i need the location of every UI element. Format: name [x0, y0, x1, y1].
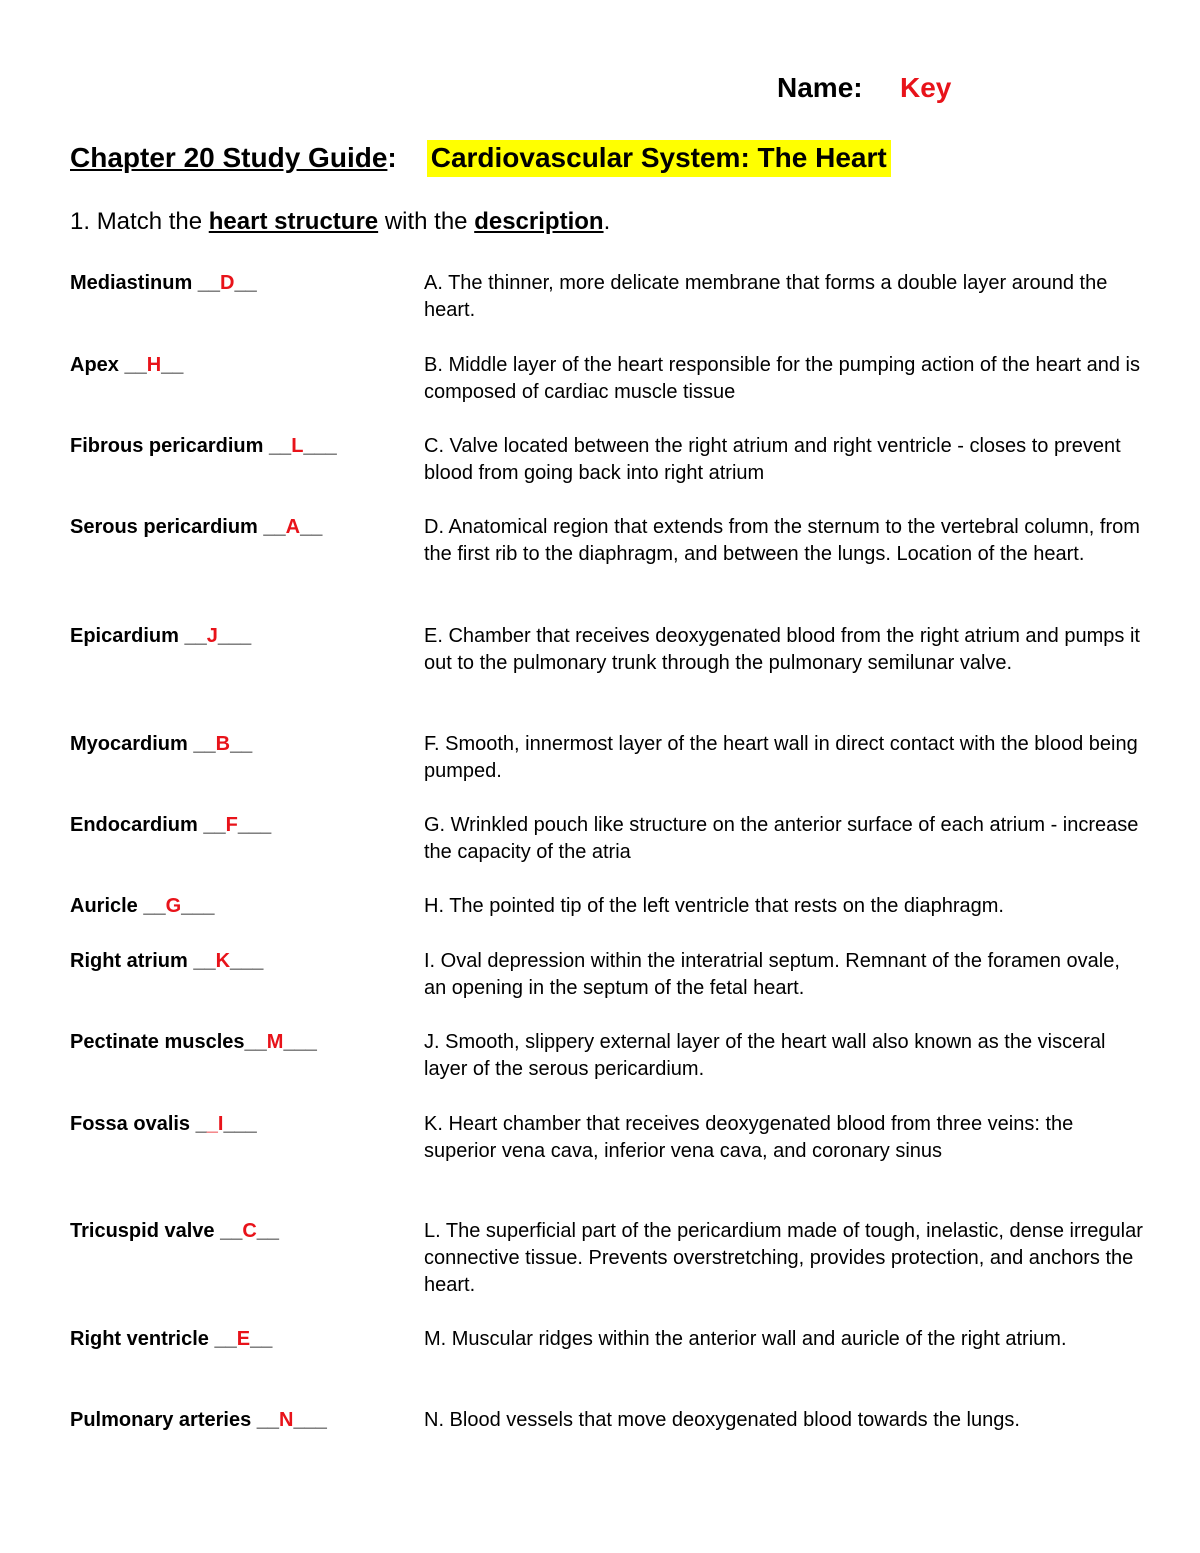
- term: [70, 270, 257, 297]
- blank-pre: __: [203, 814, 226, 836]
- answer-letter: _I: [206, 1113, 224, 1135]
- blank-post: ___: [283, 1031, 317, 1053]
- term-label: Apex: [70, 354, 125, 376]
- term-label: Epicardium: [70, 625, 185, 647]
- term: [70, 623, 251, 650]
- name-label: Name:: [777, 72, 863, 103]
- description: J. Smooth, slippery external layer of the heart wall also known as the visceral layer of the serous pericardium.: [424, 1031, 1106, 1080]
- instruction: [70, 208, 610, 236]
- blank-pre: __: [268, 435, 292, 457]
- term: [70, 1218, 279, 1245]
- description: N. Blood vessels that move deoxygenated blood towards the lungs.: [424, 1409, 1020, 1431]
- blank-post: ___: [237, 814, 272, 836]
- blank-pre: __: [214, 1328, 237, 1350]
- term-label: Pectinate muscles: [70, 1031, 245, 1053]
- instruction-number: 1.: [70, 208, 91, 235]
- blank-post: ___: [217, 625, 252, 647]
- term-label: Fibrous pericardium: [70, 435, 269, 457]
- term: [70, 433, 337, 460]
- blank-post: ___: [303, 435, 337, 457]
- description: A. The thinner, more delicate membrane that forms a double layer around the heart.: [424, 272, 1108, 321]
- description: E. Chamber that receives deoxygenated blood from the right atrium and pumps it out to the pulmonary trunk through the pulmonary semilunar valve.: [424, 625, 1140, 674]
- blank-pre: __: [143, 895, 166, 917]
- term-label: Pulmonary arteries: [70, 1409, 257, 1431]
- answer-letter: M: [266, 1031, 284, 1053]
- blank-post: ___: [223, 1113, 257, 1135]
- answer-letter: C: [242, 1220, 257, 1242]
- answer-letter: H: [146, 354, 162, 376]
- blank-post: __: [300, 516, 323, 538]
- blank-pre: __: [256, 1409, 279, 1431]
- blank-pre: __: [193, 733, 216, 755]
- blank-pre: _: [195, 1113, 207, 1135]
- term-label: Endocardium: [70, 814, 204, 836]
- title-colon: :: [387, 142, 397, 173]
- blank-post: ___: [181, 895, 215, 917]
- term: [70, 514, 322, 541]
- term: [70, 1407, 327, 1434]
- description: M. Muscular ridges within the anterior wall and auricle of the right atrium.: [424, 1328, 1067, 1350]
- blank-post: __: [161, 354, 184, 376]
- term-label: Right ventricle: [70, 1328, 215, 1350]
- term: [70, 352, 183, 379]
- description: L. The superficial part of the pericardium made of tough, inelastic, dense irregular connective tissue. Prevents overstretching, provides protection, and anchors the heart.: [424, 1220, 1143, 1296]
- answer-letter: D: [220, 272, 235, 294]
- page-title: [70, 142, 891, 174]
- term-label: Fossa ovalis: [70, 1113, 196, 1135]
- title-topic: Cardiovascular System: The Heart: [427, 140, 891, 177]
- term: [70, 1029, 317, 1056]
- term: [70, 812, 271, 839]
- blank-pre: __: [244, 1031, 267, 1053]
- blank-post: __: [256, 1220, 280, 1242]
- term-label: Mediastinum: [70, 272, 198, 294]
- description: B. Middle layer of the heart responsible for the pumping action of the heart and is composed of cardiac muscle tissue: [424, 354, 1140, 403]
- name-line: [777, 72, 951, 104]
- name-value: Key: [900, 72, 952, 103]
- instruction-part2: with the: [384, 208, 468, 235]
- answer-letter: K: [215, 950, 231, 972]
- answer-letter: A: [285, 516, 301, 538]
- answer-letter: E: [236, 1328, 251, 1350]
- description: G. Wrinkled pouch like structure on the anterior surface of each atrium - increase the capacity of the atria: [424, 814, 1139, 863]
- term: [70, 731, 252, 758]
- term-label: Right atrium: [70, 950, 194, 972]
- blank-pre: __: [263, 516, 286, 538]
- term: [70, 1326, 272, 1353]
- description: F. Smooth, innermost layer of the heart wall in direct contact with the blood being pumped.: [424, 733, 1138, 782]
- blank-post: __: [250, 1328, 273, 1350]
- instruction-term1: heart structure: [208, 208, 379, 235]
- instruction-term2: description: [474, 208, 604, 235]
- term-label: Tricuspid valve: [70, 1220, 221, 1242]
- blank-pre: __: [197, 272, 221, 294]
- answer-letter: G: [165, 895, 182, 917]
- instruction-end: .: [603, 208, 611, 235]
- description: I. Oval depression within the interatrial septum. Remnant of the foramen ovale, an opening in the septum of the fetal heart.: [424, 950, 1120, 999]
- term: [70, 1111, 257, 1138]
- answer-letter: J: [206, 625, 218, 647]
- term: [70, 948, 263, 975]
- blank-post: __: [230, 733, 253, 755]
- term: [70, 893, 215, 920]
- blank-post: ___: [230, 950, 264, 972]
- term-label: Serous pericardium: [70, 516, 264, 538]
- blank-post: ___: [293, 1409, 327, 1431]
- blank-pre: __: [220, 1220, 243, 1242]
- answer-letter: F: [225, 814, 238, 836]
- instruction-part1: Match the: [96, 208, 203, 235]
- answer-letter: N: [279, 1409, 294, 1431]
- description: C. Valve located between the right atrium and right ventricle - closes to prevent blood from going back into right atrium: [424, 435, 1121, 484]
- title-chapter: Chapter 20 Study Guide: [70, 142, 388, 173]
- blank-post: __: [234, 272, 257, 294]
- answer-letter: L: [291, 435, 304, 457]
- blank-pre: __: [193, 950, 216, 972]
- description: D. Anatomical region that extends from the sternum to the vertebral column, from the first rib to the diaphragm, and between the lungs. Location of the heart.: [424, 516, 1140, 565]
- answer-letter: B: [215, 733, 231, 755]
- term-label: Myocardium: [70, 733, 194, 755]
- term-label: Auricle: [70, 895, 144, 917]
- description: H. The pointed tip of the left ventricle that rests on the diaphragm.: [424, 895, 1004, 917]
- description: K. Heart chamber that receives deoxygenated blood from three veins: the superior vena cava, inferior vena cava, and coronary sinus: [424, 1113, 1074, 1162]
- blank-pre: __: [184, 625, 207, 647]
- blank-pre: __: [124, 354, 147, 376]
